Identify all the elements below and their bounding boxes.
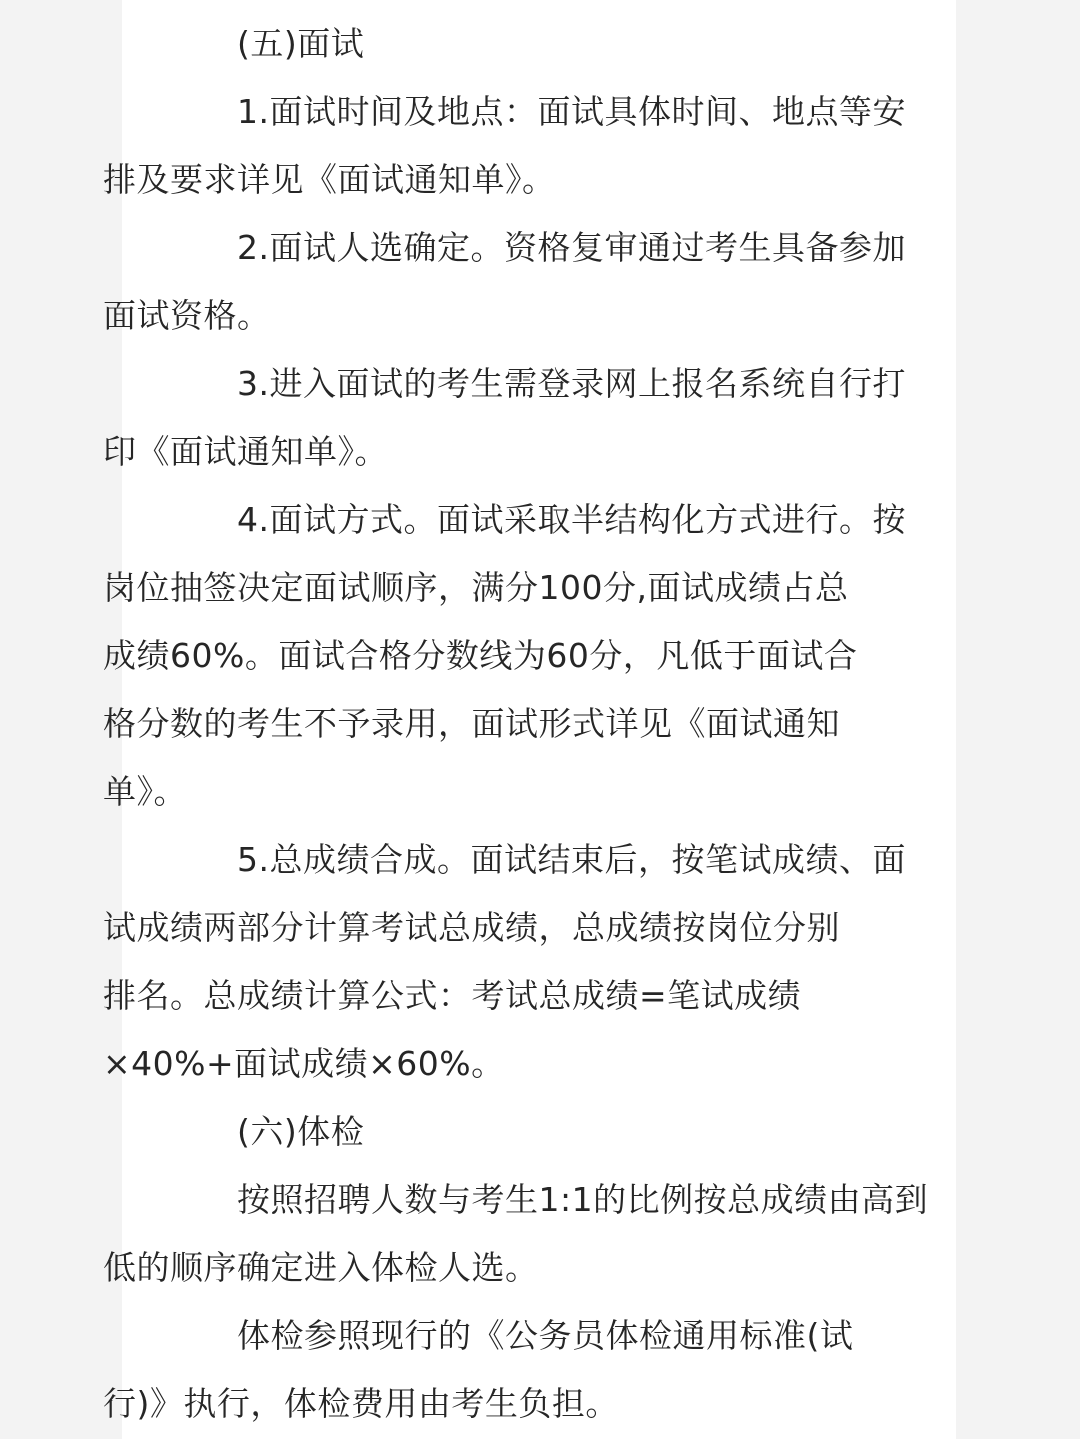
- text-line: 岗位抽签决定面试顺序，满分100分,面试成绩占总: [103, 568, 849, 607]
- text-line: 3.进入面试的考生需登录网上报名系统自行打: [237, 364, 906, 403]
- physical-exam-para-1: [103, 1166, 930, 1302]
- text-line: 4.面试方式。面试采取半结构化方式进行。按: [237, 500, 906, 539]
- text-line: 成绩60%。面试合格分数线为60分，凡低于面试合: [103, 636, 858, 675]
- text-line: 单》。: [103, 772, 187, 811]
- document-page: [103, 0, 956, 1439]
- text-line: 面试资格。: [103, 296, 271, 335]
- interview-item-4: [103, 486, 930, 826]
- text-line: 排及要求详见《面试通知单》。: [103, 160, 556, 199]
- text-line: 5.总成绩合成。面试结束后，按笔试成绩、面: [237, 840, 906, 879]
- text-line: (五)面试: [237, 24, 365, 63]
- physical-exam-para-2: [103, 1302, 930, 1438]
- text-line: (六)体检: [237, 1112, 365, 1151]
- text-line: 按照招聘人数与考生1:1的比例按总成绩由高到: [237, 1180, 929, 1219]
- interview-item-1: [103, 78, 930, 214]
- text-line: 体检参照现行的《公务员体检通用标准(试: [237, 1316, 854, 1355]
- section-heading-interview: [170, 10, 930, 78]
- text-line: 2.面试人选确定。资格复审通过考生具备参加: [237, 228, 906, 267]
- text-line: ×40%+面试成绩×60%。: [103, 1044, 505, 1083]
- interview-item-3: [103, 350, 930, 486]
- text-line: 排名。总成绩计算公式：考试总成绩=笔试成绩: [103, 976, 802, 1015]
- text-line: 试成绩两部分计算考试总成绩，总成绩按岗位分别: [103, 908, 840, 947]
- interview-item-2: [103, 214, 930, 350]
- text-line: 行)》执行，体检费用由考生负担。: [103, 1384, 619, 1423]
- text-line: 印《面试通知单》。: [103, 432, 388, 471]
- text-line: 1.面试时间及地点：面试具体时间、地点等安: [237, 92, 906, 131]
- document-body: [103, 10, 930, 1438]
- text-line: 低的顺序确定进入体检人选。: [103, 1248, 539, 1287]
- section-heading-physical-exam: [170, 1098, 930, 1166]
- interview-item-5: [103, 826, 930, 1098]
- text-line: 格分数的考生不予录用，面试形式详见《面试通知: [103, 704, 840, 743]
